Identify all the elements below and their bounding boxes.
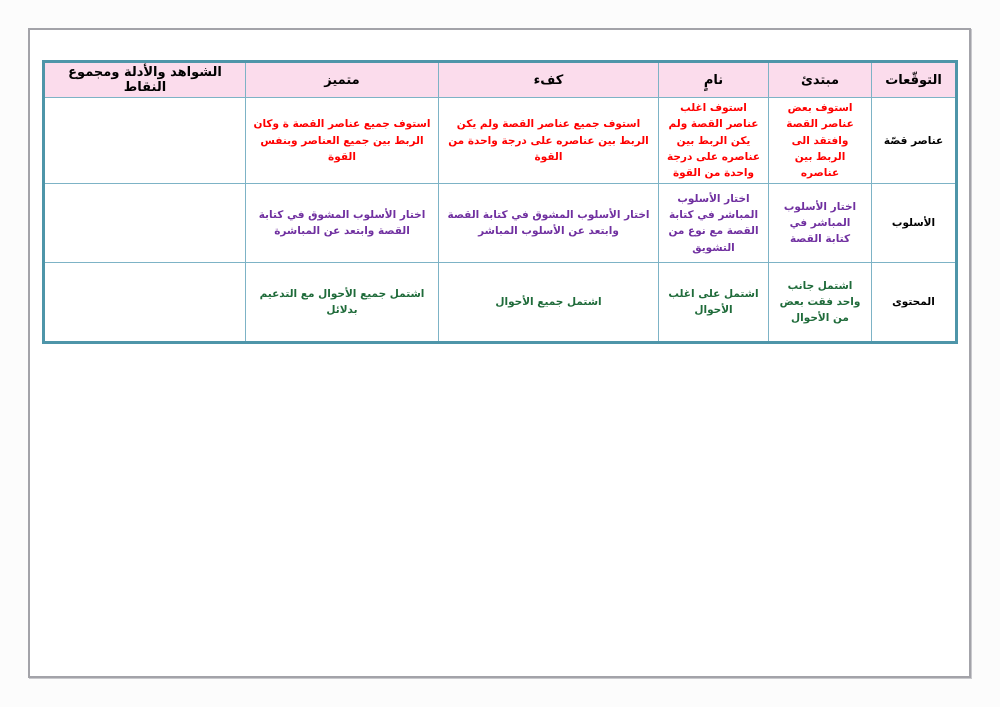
cell-content-competent: اشتمل جميع الأحوال	[439, 263, 659, 343]
cell-style-beginner: اختار الأسلوب المباشر في كتابة القصة	[769, 184, 872, 263]
table-row-style	[44, 184, 957, 263]
cell-content-distinguished: اشتمل جميع الأحوال مع التدعيم بدلائل	[246, 263, 439, 343]
header-row	[44, 62, 957, 98]
cell-style-evidence	[44, 184, 246, 263]
col-header-competent: كفء	[439, 62, 659, 98]
row-header-style: الأسلوب	[872, 184, 957, 263]
cell-content-developing: اشتمل على اغلب الأحوال	[659, 263, 769, 343]
row-header-story-elements: عناصر قصّة	[872, 98, 957, 184]
col-header-expectations: التوقّعات	[872, 62, 957, 98]
cell-style-distinguished: اختار الأسلوب المشوق في كتابة القصة وابتعد عن المباشرة	[246, 184, 439, 263]
cell-story-evidence	[44, 98, 246, 184]
cell-content-evidence	[44, 263, 246, 343]
col-header-evidence: الشواهد والأدلة ومجموع النقاط	[44, 62, 246, 98]
col-header-beginner: مبتدئ	[769, 62, 872, 98]
col-header-distinguished: متميز	[246, 62, 439, 98]
rubric-table-container	[42, 60, 958, 344]
cell-story-distinguished: استوف جميع عناصر القصة ة وكان الربط بين جميع العناصر وبنفس القوة	[246, 98, 439, 184]
cell-style-competent: اختار الأسلوب المشوق في كتابة القصة وابتعد عن الأسلوب المباشر	[439, 184, 659, 263]
rubric-table	[42, 60, 958, 344]
cell-content-beginner: اشتمل جانب واحد فقت بعض من الأحوال	[769, 263, 872, 343]
col-header-developing: نامٍ	[659, 62, 769, 98]
document-page	[28, 28, 971, 678]
cell-style-developing: اختار الأسلوب المباشر في كتابة القصة مع نوع من التشويق	[659, 184, 769, 263]
row-header-content: المحتوى	[872, 263, 957, 343]
table-row-content	[44, 263, 957, 343]
table-row-story-elements	[44, 98, 957, 184]
cell-story-beginner: استوف بعض عناصر القصة وافتقد الى الربط بين عناصره	[769, 98, 872, 184]
cell-story-developing: استوف اغلب عناصر القصة ولم يكن الربط بين عناصره على درجة واحدة من القوة	[659, 98, 769, 184]
cell-story-competent: استوف جميع عناصر القصة ولم يكن الربط بين عناصره على درجة واحدة من القوة	[439, 98, 659, 184]
